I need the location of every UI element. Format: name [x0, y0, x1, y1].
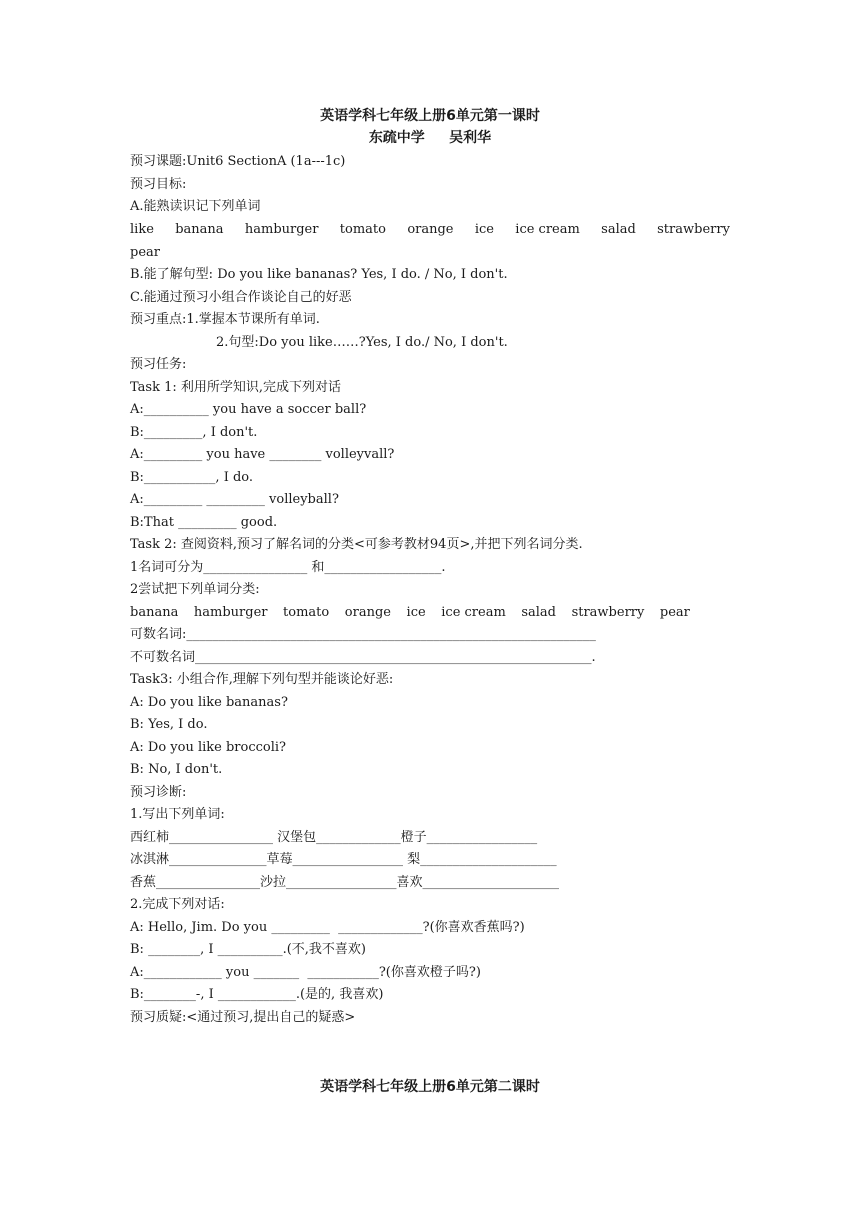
topic-line: 预习课题:Unit6 SectionA (1a---1c): [130, 154, 346, 169]
dialogue-line: B: No, I don't.: [130, 762, 223, 777]
lesson2-title: 英语学科七年级上册6单元第二课时: [320, 1079, 540, 1095]
goal-a: A.能熟读识记下列单词: [130, 199, 261, 214]
uncountable-line: 不可数名词_____________________________________________________________.: [130, 650, 596, 665]
word-item: orange: [344, 605, 391, 620]
word-item: banana: [130, 605, 179, 620]
word-item: strawberry: [657, 222, 730, 237]
tasks-heading: 预习任务:: [130, 357, 187, 372]
goals-heading: 预习目标:: [130, 177, 187, 192]
dialogue-line: A:_________ you have ________ volleyvall?: [130, 447, 395, 462]
word-item: salad: [601, 222, 636, 237]
word-item: hamburger: [193, 605, 268, 620]
dialogue-line: B:________-, I ____________.(是的, 我喜欢): [130, 987, 384, 1002]
vocab-row: 西红柿________________ 汉堡包_____________橙子_________________: [130, 830, 538, 845]
word-item: banana: [175, 222, 224, 237]
key-points-2: 2.句型:Do you like……?Yes, I do./ No, I don't.: [216, 335, 508, 350]
dialogue-line: B: Yes, I do.: [130, 717, 208, 732]
vocab-row: 香蕉________________沙拉_________________喜欢_____________________: [130, 875, 560, 890]
word-item: ice cream: [515, 222, 580, 237]
questions-line: 预习质疑:<通过预习,提出自己的疑惑>: [130, 1010, 356, 1025]
task2-word-list: [130, 604, 690, 622]
task2-line2: 2尝试把下列单词分类:: [130, 582, 260, 597]
task2-title: Task 2: 查阅资料,预习了解名词的分类<可参考教材94页>,并把下列名词分类.: [130, 537, 583, 552]
word-item: ice: [474, 222, 494, 237]
word-item: hamburger: [244, 222, 319, 237]
dialogue-line: B:That _________ good.: [130, 515, 278, 530]
task2-line1: 1名词可分为________________ 和__________________.: [130, 560, 446, 575]
dialogue-line: A: Hello, Jim. Do you _________ _____________?(你喜欢香蕉吗?): [130, 920, 525, 935]
word-item: tomato: [339, 222, 386, 237]
goal-a-word-list: [130, 221, 730, 239]
countable-line: 可数名词:_______________________________________________________________: [130, 627, 596, 642]
word-item: ice cream: [441, 605, 506, 620]
word-item: pear: [659, 605, 690, 620]
dialogue-line: A:____________ you _______ ___________?(你喜欢橙子吗?): [130, 965, 481, 980]
dialogue-line: B:_________, I don't.: [130, 425, 258, 440]
word-item: salad: [521, 605, 556, 620]
author-line: 东疏中学 吴利华: [368, 130, 492, 146]
key-points-1: 预习重点:1.掌握本节课所有单词.: [130, 312, 320, 327]
lesson1-title: 英语学科七年级上册6单元第一课时: [320, 108, 540, 124]
task3-title: Task3: 小组合作,理解下列句型并能谈论好恶:: [130, 672, 394, 687]
goal-c: C.能通过预习小组合作谈论自己的好恶: [130, 290, 352, 305]
diag2-title: 2.完成下列对话:: [130, 897, 225, 912]
goal-b: B.能了解句型: Do you like bananas? Yes, I do. / No, I don't.: [130, 267, 508, 282]
dialogue-line: B: ________, I __________.(不,我不喜欢): [130, 942, 367, 957]
dialogue-line: A: Do you like bananas?: [130, 695, 288, 710]
word-item: strawberry: [571, 605, 645, 620]
task1-title: Task 1: 利用所学知识,完成下列对话: [130, 380, 342, 395]
goal-a-word-wrap: pear: [130, 245, 160, 260]
dialogue-line: A:_________ _________ volleyball?: [130, 492, 339, 507]
word-item: orange: [407, 222, 454, 237]
dialogue-line: A:__________ you have a soccer ball?: [130, 402, 367, 417]
diagnosis-heading: 预习诊断:: [130, 785, 187, 800]
vocab-row: 冰淇淋_______________草莓_________________ 梨_____________________: [130, 852, 557, 867]
word-item: tomato: [283, 605, 330, 620]
dialogue-line: B:___________, I do.: [130, 470, 254, 485]
word-item: ice: [406, 605, 426, 620]
diag1-title: 1.写出下列单词:: [130, 807, 225, 822]
word-item: like: [130, 222, 154, 237]
dialogue-line: A: Do you like broccoli?: [130, 740, 287, 755]
